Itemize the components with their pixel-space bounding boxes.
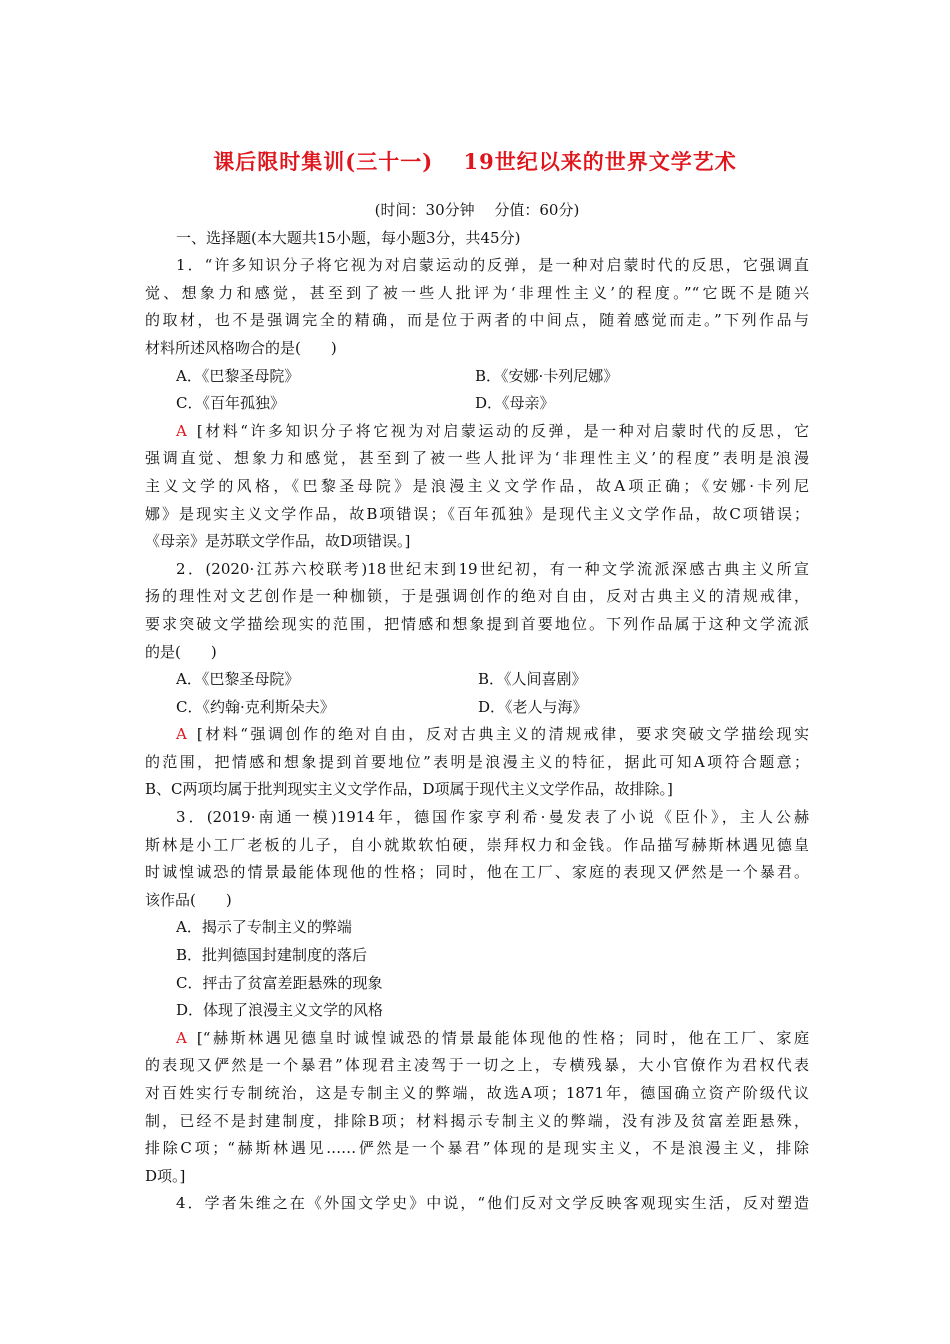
question-1 bbox=[145, 252, 809, 556]
explanation-line: 主义文学的风格，《巴黎圣母院》是浪漫主义文学作品，故A项正确；《安娜·卡列尼 bbox=[145, 476, 809, 495]
option-a: A．《巴黎圣母院》 bbox=[176, 366, 300, 385]
question-text-line: 的是( ) bbox=[145, 642, 217, 661]
question-text-line: 的取材，也不是强调完全的精确，而是位于两者的中间点，随着感觉而走。”下列作品与 bbox=[145, 311, 809, 330]
question-3 bbox=[145, 804, 809, 1190]
section-heading: 一、选择题(本大题共15小题，每小题3分，共45分) bbox=[176, 228, 521, 247]
explanation-line: B、C两项均属于批判现实主义文学作品，D项属于现代主义文学作品，故排除。] bbox=[145, 780, 673, 799]
option-row bbox=[145, 666, 809, 694]
explanation-line: A [材料“许多知识分子将它视为对启蒙运动的反弹，是一种对启蒙时代的反思，它 bbox=[176, 421, 809, 440]
answer-letter: A bbox=[176, 725, 187, 744]
question-text-line: 1．“许多知识分子将它视为对启蒙运动的反弹，是一种对启蒙时代的反思，它强调直 bbox=[176, 256, 809, 275]
question-text-line: 2．(2020·江苏六校联考)18世纪末到19世纪初，有一种文学流派深感古典主义所宣 bbox=[176, 559, 809, 578]
option-b: B．《安娜·卡列尼娜》 bbox=[475, 366, 619, 385]
question-text-line: 4．学者朱维之在《外国文学史》中说，“他们反对文学反映客观现实生活，反对塑造 bbox=[176, 1194, 809, 1213]
question-text-line: 扬的理性对文艺创作是一种枷锁，于是强调创作的绝对自由，反对古典主义的清规戒律， bbox=[145, 587, 809, 606]
option-d: D．《老人与海》 bbox=[478, 697, 588, 716]
option-c: C．《约翰·克利斯朵夫》 bbox=[176, 697, 335, 716]
explanation-line: 对百姓实行专制统治，这是专制主义的弊端，故选A项；1871年，德国确立资产阶级代议 bbox=[145, 1084, 809, 1102]
option-d: D．《母亲》 bbox=[475, 394, 555, 413]
question-text-line: 要求突破文学描绘现实的范围，把情感和想象提到首要地位。下列作品属于这种文学流派 bbox=[145, 614, 809, 633]
option-a: A．揭示了专制主义的弊端 bbox=[176, 918, 352, 937]
option-row bbox=[145, 694, 809, 722]
explanation-line: D项。] bbox=[145, 1166, 186, 1185]
page-title: 课后限时集训(三十一) 19世纪以来的世界文学艺术 bbox=[213, 149, 737, 174]
option-c: C．《百年孤独》 bbox=[176, 394, 285, 413]
answer-letter: A bbox=[176, 421, 187, 440]
document-body bbox=[145, 197, 809, 1218]
explanation-line: 制，已经不是封建制度，排除B项；材料揭示专制主义的弊端，没有涉及贫富差距悬殊， bbox=[145, 1111, 809, 1130]
option-row bbox=[145, 363, 809, 391]
question-2 bbox=[145, 556, 809, 804]
question-4 bbox=[145, 1190, 809, 1218]
question-text-line: 斯林是小工厂老板的儿子，自小就欺软怕硬，崇拜权力和金钱。作品描写赫斯林遇见德皇 bbox=[145, 835, 809, 854]
explanation-line: 娜》是现实主义文学作品，故B项错误；《百年孤独》是现代主义文学作品，故C项错误； bbox=[145, 504, 809, 523]
explanation-line: 《母亲》是苏联文学作品，故D项错误。] bbox=[145, 532, 411, 551]
question-text-line: 材料所述风格吻合的是( ) bbox=[145, 338, 337, 357]
explanation-line: 排除C项；“赫斯林遇见……俨然是一个暴君”体现的是现实主义，不是浪漫主义，排除 bbox=[145, 1139, 809, 1158]
answer-letter: A bbox=[176, 1028, 187, 1047]
question-text-line: 时诚惶诚恐的情景最能体现他的性格；同时，他在工厂、家庭的表现又俨然是一个暴君。 bbox=[145, 863, 809, 882]
question-text-line: 该作品( ) bbox=[145, 890, 232, 909]
option-c: C．抨击了贫富差距悬殊的现象 bbox=[176, 973, 383, 992]
time-score-info: (时间：30分钟 分值：60分) bbox=[374, 201, 580, 219]
option-d: D．体现了浪漫主义文学的风格 bbox=[176, 1001, 384, 1020]
option-row bbox=[145, 390, 809, 418]
question-text-line: 3．(2019·南通一模)1914年，德国作家亨利希·曼发表了小说《臣仆》，主人公赫 bbox=[176, 808, 809, 827]
option-b: B．《人间喜剧》 bbox=[478, 670, 587, 689]
explanation-line: A [“赫斯林遇见德皇时诚惶诚恐的情景最能体现他的性格；同时，他在工厂、家庭 bbox=[176, 1028, 809, 1047]
explanation-line: A [材料“强调创作的绝对自由，反对古典主义的清规戒律，要求突破文学描绘现实 bbox=[176, 725, 809, 744]
question-text-line: 觉、想象力和感觉，甚至到了被一些人批评为‘非理性主义’的程度。”“它既不是随兴 bbox=[145, 283, 809, 302]
explanation-line: 强调直觉、想象力和感觉，甚至到了被一些人批评为‘非理性主义’的程度”表明是浪漫 bbox=[145, 449, 809, 468]
option-a: A．《巴黎圣母院》 bbox=[176, 670, 300, 689]
explanation-line: 的范围，把情感和想象提到首要地位”表明是浪漫主义的特征，据此可知A项符合题意； bbox=[145, 752, 809, 771]
explanation-line: 的表现又俨然是一个暴君”体现君主凌驾于一切之上，专横残暴，大小官僚作为君权代表 bbox=[145, 1056, 809, 1075]
option-b: B．批判德国封建制度的落后 bbox=[176, 946, 368, 965]
